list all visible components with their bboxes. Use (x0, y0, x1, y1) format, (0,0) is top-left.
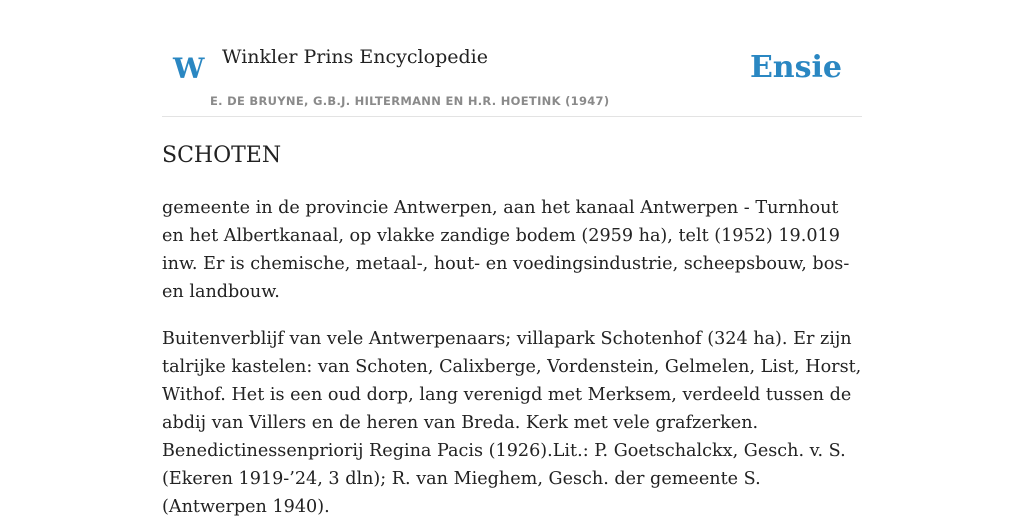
article-paragraph-2: Buitenverblijf van vele Antwerpenaars; villapark Schotenhof (324 ha). Er zijn talrijke kastelen: van Schoten, Calixberge, Vordenstein, Gelmelen, List, Horst, Withof. Het is een oud dorp, lang verenigd met Merksem, verdeeld tussen de abdij van Villers en de heren van Breda. Kerk met vele grafzerken. Benedictinessenpriorij Regina Pacis (1926).Lit.: P. Goetschalckx, Gesch. v. S. (Ekeren 1919-’24, 3 dln); R. van Mieghem, Gesch. der gemeente S. (Antwerpen 1940). (162, 329, 862, 517)
ensie-logo-link[interactable]: Ensie (749, 50, 842, 85)
article-paragraph-1: gemeente in de provincie Antwerpen, aan het kanaal Antwerpen - Turnhout en het Albertkanaal, op vlakke zandige bodem (2959 ha), telt (1952) 19.019 inw. Er is chemische, metaal-, hout- en voedingsindustrie, scheepsbouw, bos- en landbouw. (162, 198, 850, 302)
publication-title[interactable]: Winkler Prins Encyclopedie (222, 46, 488, 68)
publication-authors: E. DE BRUYNE, G.B.J. HILTERMANN EN H.R. HOETINK (1947) (210, 94, 610, 108)
article-headword: SCHOTEN (162, 143, 282, 168)
publication-header (162, 0, 862, 117)
publication-logo-w[interactable]: W (173, 52, 205, 85)
page (162, 0, 862, 521)
